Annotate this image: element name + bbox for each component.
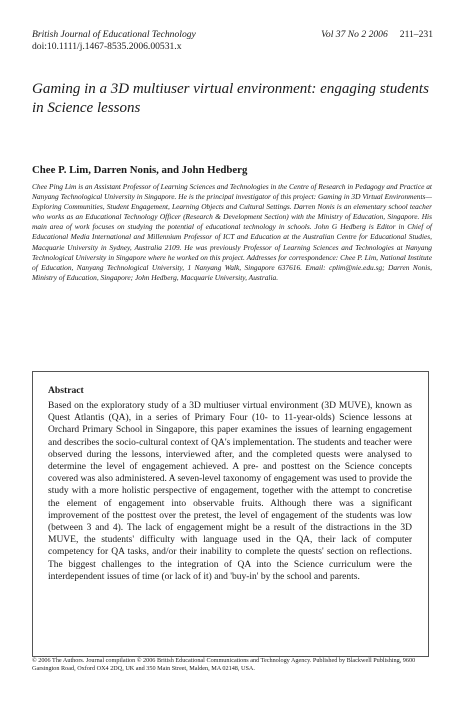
volume-info	[321, 29, 433, 41]
doi[interactable]: doi:10.1111/j.1467-8535.2006.00531.x	[32, 41, 182, 52]
volume-issue: Vol 37 No 2 2006	[321, 29, 388, 40]
author-bios: Chee Ping Lim is an Assistant Professor of Learning Sciences and Technologies in the Centre of Research in Pedagogy and Practice at Nanyang Technological University in Singapore. He is the principal investigator of this project: Gaming in 3D Virtual Environments—Exploring Communities, Student Engagement, Learning Objects and Cultural Settings. Darren Nonis is an elementary school teacher who works as an Educational Technology Officer (Research & Development Section) with the Ministry of Education, Singapore. His main area of work focuses on studying the potential of educational technology in schools. John G Hedberg is Editor in Chief of Educational Media International and Millennium Professor of ICT and Education at the Australian Centre for Educational Studies, Macquarie University in Sydney, Australia 2109. He was previously Professor of Learning Sciences and Technologies at Nanyang Technological University in Singapore where he worked on this project. Addresses for correspondence: Chee P. Lim, National Institute of Education, Nanyang Technological University, 1 Nanyang Walk, Singapore 637616. Email: cplim@nie.edu.sg; Darren Nonis, Ministry of Education, Singapore; John Hedberg, Macquarie University, Australia.	[32, 182, 432, 282]
copyright-footer: © 2006 The Authors. Journal compilation © 2006 British Educational Communications and Technology Agency. Published by Blackwell Publishing, 9600 Garsington Road, Oxford OX4 2DQ, UK and 350 Main Street, Malden, MA 02148, USA.	[32, 657, 416, 673]
page-range: 211–231	[399, 29, 433, 40]
abstract-box	[32, 371, 429, 657]
abstract-text: Based on the exploratory study of a 3D multiuser virtual environment (3D MUVE), known as Quest Atlantis (QA), in a series of Primary Four (10- to 11-year-olds) Science lessons at Orchard Primary School in Singapore, this paper examines the issues of learning engagement and describes the socio-cultural context of QA's implementation. The students and teacher were observed during the lessons, interviewed after, and the completed quests were analysed to determine the level of engagement achieved. A pre- and posttest on the Science concepts covered was also administered. A seven-level taxonomy of engagement was used to provide the study with a more holistic perspective of engagement, together with the attempt to concretise the element of engagement into observable fruits. Although there was a significant improvement of the posttest over the pretest, the level of engagement of the students was low (between 3 and 4). The lack of engagement might be a result of the distractions in the 3D MUVE, the students' difficulty with language used in the QA, their lack of computer competency for QA tasks, and/or their inability to complete the quests' section on reflections. The biggest challenges to the integration of QA into the Science curriculum were the interdependent issues of time (or lack of it) and 'buy-in' by the school and parents.	[48, 401, 412, 582]
author-list: Chee P. Lim, Darren Nonis, and John Hedberg	[32, 164, 248, 176]
abstract-heading: Abstract	[48, 385, 84, 396]
journal-name: British Journal of Educational Technology	[32, 29, 196, 40]
running-header	[32, 29, 196, 53]
article-title: Gaming in a 3D multiuser virtual environment: engaging students in Science lessons	[32, 81, 429, 116]
